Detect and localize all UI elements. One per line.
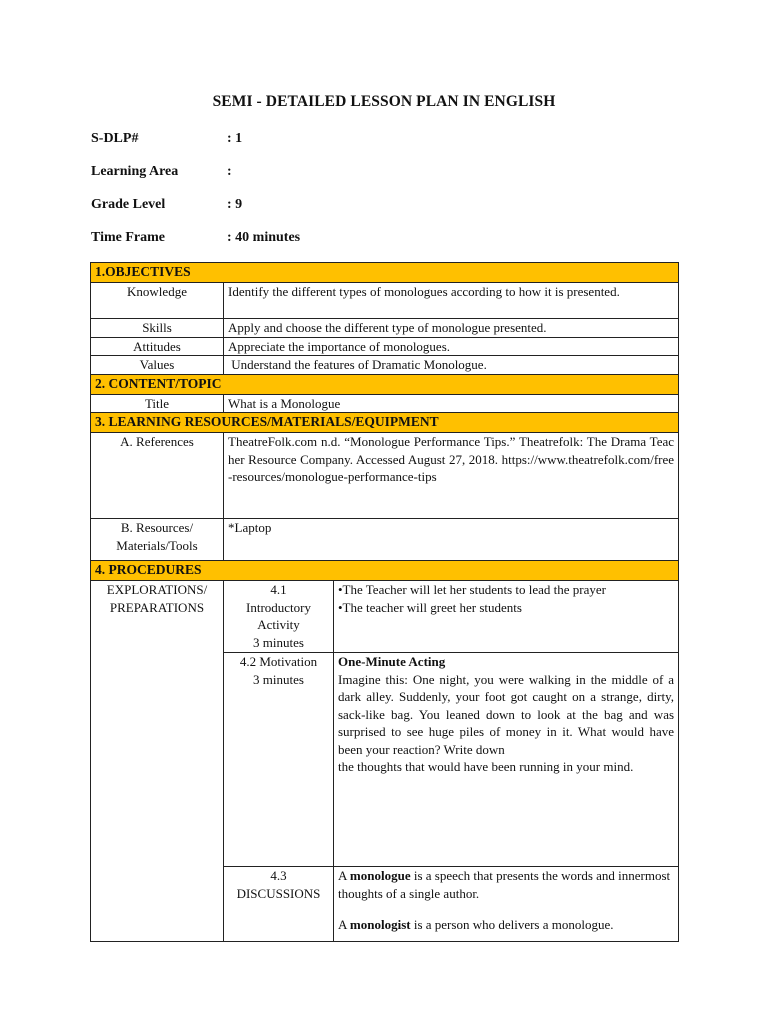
meta-value: : 1	[227, 131, 243, 146]
meta-label: Grade Level	[91, 197, 166, 212]
article: A	[338, 868, 350, 883]
term-monologist: monologist	[349, 917, 411, 932]
discussion-paragraph	[338, 867, 674, 902]
discussion-label-line: DISCUSSIONS	[236, 885, 321, 901]
phase-label	[91, 581, 224, 942]
objective-label: Skills	[91, 319, 224, 338]
definition: is a person who delivers a monologue.	[410, 917, 614, 932]
intro-label-line: 3 minutes	[253, 634, 304, 650]
content-text: What is a Monologue	[224, 394, 679, 413]
discussion-text	[334, 867, 679, 942]
meta-label: S-DLP#	[91, 131, 139, 146]
section-content: 2. CONTENT/TOPIC	[91, 374, 679, 394]
motivation-heading: One-Minute Acting	[338, 654, 446, 669]
term-monologue: monologue	[349, 868, 411, 883]
phase-label-line: EXPLORATIONS/	[106, 582, 208, 597]
materials-label-line: Materials/Tools	[116, 537, 198, 553]
lesson-plan-table	[90, 262, 679, 942]
meta-value: :	[227, 164, 232, 179]
objective-label: Attitudes	[91, 337, 224, 356]
objective-text: Identify the different types of monologues according to how it is presented.	[224, 283, 679, 319]
intro-label-line: Introductory	[246, 599, 311, 615]
motivation-paragraph: Imagine this: One night, you were walking in the middle of a dark alley. Suddenly, your foot got caught on a strange, dirty, sack-like bag. You leaned down to look at the bag and was surprised to see huge piles of money in it. What would have been your reaction? Write down	[338, 671, 675, 757]
section-resources: 3. LEARNING RESOURCES/MATERIALS/EQUIPMENT	[91, 413, 679, 433]
definition: is a speech that presents the words and innermost thoughts of a single author.	[338, 868, 674, 901]
intro-label-line: Activity	[257, 617, 300, 632]
intro-activity-text	[334, 581, 679, 653]
intro-label-line: 4.1	[270, 582, 287, 597]
motivation-text	[334, 653, 679, 867]
section-objectives: 1.OBJECTIVES	[91, 263, 679, 283]
meta-value: : 40 minutes	[227, 230, 301, 245]
materials-label	[91, 519, 224, 561]
meta-value: : 9	[227, 197, 243, 212]
meta-label: Learning Area	[91, 164, 179, 179]
intro-activity-label	[224, 581, 334, 653]
objective-text: Appreciate the importance of monologues.	[224, 337, 679, 356]
motivation-label-line: 4.2 Motivation	[239, 654, 318, 669]
objective-text: Understand the features of Dramatic Monologue.	[224, 356, 679, 375]
objective-label: Values	[91, 356, 224, 375]
references-text: TheatreFolk.com n.d. “Monologue Performance Tips.” Theatrefolk: The Drama Teacher Resource Company. Accessed August 27, 2018. https://www.theatrefolk.com/free-resources/monologue-performance-tips	[224, 433, 679, 519]
phase-label-line: PREPARATIONS	[109, 599, 205, 615]
article: A	[338, 917, 350, 932]
materials-text: *Laptop	[224, 519, 679, 561]
intro-bullet: •The teacher will greet her students	[338, 599, 522, 615]
spacer	[338, 902, 674, 916]
intro-bullet: •The Teacher will let her students to lead the prayer	[338, 582, 606, 597]
materials-label-line: B. Resources/	[120, 520, 194, 535]
document-title: SEMI - DETAILED LESSON PLAN IN ENGLISH	[212, 93, 556, 110]
motivation-paragraph: the thoughts that would have been running in your mind.	[338, 759, 634, 774]
discussion-paragraph	[338, 916, 674, 934]
discussion-label	[224, 867, 334, 942]
section-procedures: 4. PROCEDURES	[91, 561, 679, 581]
discussion-label-line: 4.3	[270, 868, 287, 883]
motivation-label-line: 3 minutes	[253, 671, 304, 687]
references-label: A. References	[91, 433, 224, 519]
meta-label: Time Frame	[91, 230, 165, 245]
content-label: Title	[91, 394, 224, 413]
motivation-label	[224, 653, 334, 867]
objective-label: Knowledge	[91, 283, 224, 319]
objective-text: Apply and choose the different type of monologue presented.	[224, 319, 679, 338]
